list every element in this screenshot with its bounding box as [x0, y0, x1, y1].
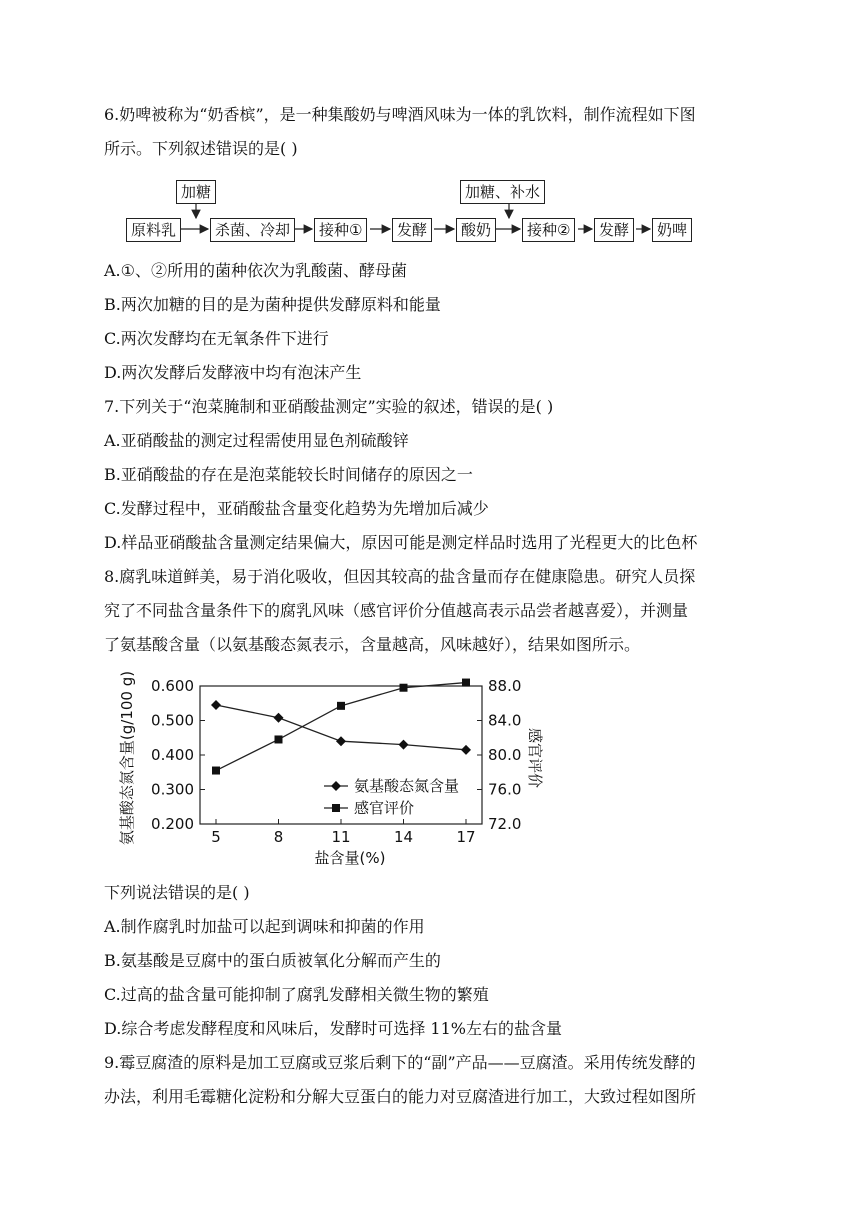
q9-stem-line2: 办法，利用毛霉糖化淀粉和分解大豆蛋白的能力对豆腐渣进行加工，大致过程如图所 — [104, 1087, 697, 1106]
series-1-point — [211, 700, 221, 710]
q8-stem-line1: 8.腐乳味道鲜美，易于消化吸收，但因其较高的盐含量而存在健康隐患。研究人员探 — [104, 567, 696, 586]
q6-option-d: D.两次发酵后发酵液中均有泡沫产生 — [104, 363, 362, 382]
x-tick-label: 14 — [393, 828, 414, 846]
q8-stem-line2: 究了不同盐含量条件下的腐乳风味（感官评价分值越高表示品尝者越喜爱），并测量 — [104, 601, 689, 620]
x-tick-label: 11 — [331, 828, 351, 846]
q6-option-c: C.两次发酵均在无氧条件下进行 — [104, 329, 329, 348]
q7-stem: 7.下列关于“泡菜腌制和亚硝酸盐测定”实验的叙述，错误的是( ) — [104, 397, 554, 416]
series-2-point — [337, 702, 345, 710]
legend-marker-2 — [332, 804, 340, 812]
q6-option-b: B.两次加糖的目的是为菌种提供发酵原料和能量 — [104, 295, 441, 314]
series-1-point — [336, 736, 346, 746]
q8-option-d: D.综合考虑发酵程度和风味后，发酵时可选择 11%左右的盐含量 — [104, 1019, 562, 1038]
y-tick-label: 0.300 — [151, 780, 194, 799]
q8-option-a: A.制作腐乳时加盐可以起到调味和抑菌的作用 — [104, 917, 425, 936]
q7-option-d: D.样品亚硝酸盐含量测定结果偏大，原因可能是测定样品时选用了光程更大的比色杯 — [104, 533, 698, 552]
q6-option-a: A.①、②所用的菌种依次为乳酸菌、酵母菌 — [104, 261, 407, 280]
y2-tick-label: 88.0 — [488, 677, 522, 695]
y2-tick-label: 72.0 — [488, 815, 522, 833]
chart-svg — [104, 668, 544, 868]
y-axis-label: 氨基酸态氮含量(g/100 g) — [118, 670, 136, 846]
x-tick-label: 5 — [211, 828, 221, 846]
q8-stem-line3: 了氨基酸含量（以氨基酸态氮表示，含量越高，风味越好），结果如图所示。 — [104, 635, 641, 654]
x-tick-label: 17 — [456, 828, 476, 846]
flow-step-raw-milk: 原料乳 — [126, 218, 181, 242]
y2-tick-label: 84.0 — [488, 711, 522, 730]
q7-option-a: A.亚硝酸盐的测定过程需使用显色剂硫酸锌 — [104, 431, 409, 450]
q7-option-b: B.亚硝酸盐的存在是泡菜能较长时间储存的原因之一 — [104, 465, 473, 484]
legend-label-1: 氨基酸态氮含量 — [354, 777, 460, 795]
y-tick-label: 0.500 — [151, 711, 194, 730]
flow-step-inoculate-2: 接种② — [522, 218, 575, 242]
y-tick-label: 0.400 — [151, 746, 194, 764]
y-tick-label: 0.600 — [151, 677, 194, 695]
y2-axis-label: 感官评价 — [526, 727, 544, 789]
flow-diagram — [126, 176, 706, 246]
flow-add-sugar-1: 加糖 — [176, 180, 216, 204]
series-1-point — [399, 740, 409, 750]
q6-stem-line1: 6.奶啤被称为“奶香槟”，是一种集酸奶与啤酒风味为一体的乳饮料，制作流程如下图 — [104, 105, 696, 124]
legend-marker-1 — [331, 781, 341, 791]
y2-tick-label: 76.0 — [488, 780, 522, 799]
flow-step-ferment-1: 发酵 — [392, 218, 432, 242]
series-2-point — [275, 735, 283, 743]
q9-stem-line1: 9.霉豆腐渣的原料是加工豆腐或豆浆后剩下的“副”产品——豆腐渣。采用传统发酵的 — [104, 1053, 696, 1072]
series-2-point — [462, 679, 470, 687]
q8-option-c: C.过高的盐含量可能抑制了腐乳发酵相关微生物的繁殖 — [104, 985, 489, 1004]
series-2-point — [212, 767, 220, 775]
series-2-point — [400, 684, 408, 692]
flow-step-milk-beer: 奶啤 — [652, 218, 692, 242]
series-line-2 — [216, 683, 466, 771]
series-1-point — [274, 713, 284, 723]
flow-step-inoculate-1: 接种① — [314, 218, 367, 242]
q6-stem-line2: 所示。下列叙述错误的是( ) — [104, 139, 298, 158]
q7-option-c: C.发酵过程中，亚硝酸盐含量变化趋势为先增加后减少 — [104, 499, 489, 518]
flow-step-ferment-2: 发酵 — [594, 218, 634, 242]
q8-option-b: B.氨基酸是豆腐中的蛋白质被氧化分解而产生的 — [104, 951, 441, 970]
flow-step-yogurt: 酸奶 — [456, 218, 496, 242]
x-axis-label: 盐含量(%) — [314, 849, 386, 867]
flow-step-sterilize: 杀菌、冷却 — [210, 218, 295, 242]
q8-question: 下列说法错误的是( ) — [104, 883, 250, 902]
legend-label-2: 感官评价 — [354, 799, 415, 817]
flow-add-sugar-water: 加糖、补水 — [460, 180, 545, 204]
y2-tick-label: 80.0 — [488, 746, 522, 764]
y-tick-label: 0.200 — [151, 815, 194, 833]
x-tick-label: 8 — [273, 828, 284, 846]
salt-content-chart — [104, 668, 544, 868]
series-1-point — [461, 745, 471, 755]
